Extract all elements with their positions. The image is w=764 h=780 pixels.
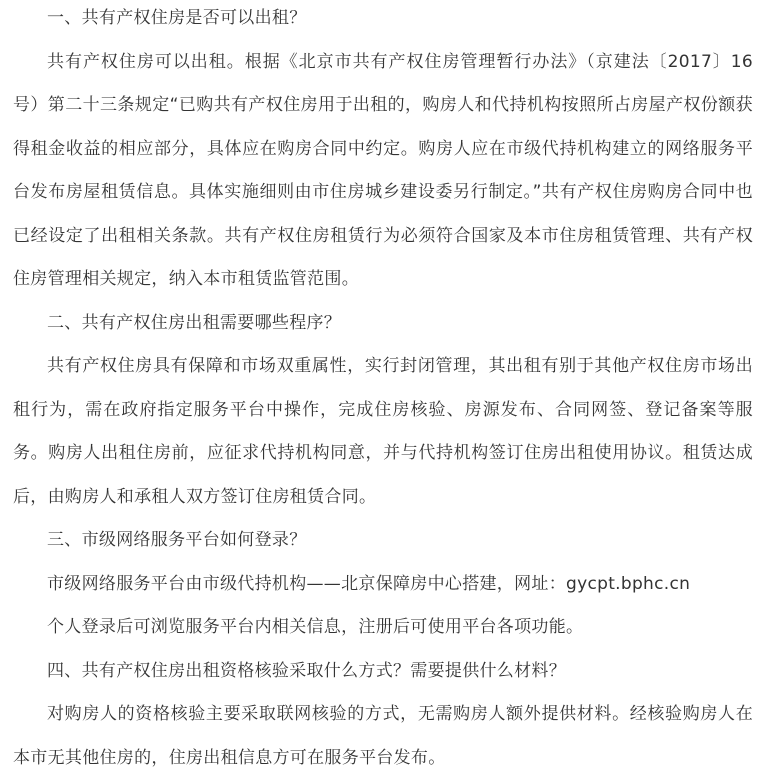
question-heading-2: 二、共有产权住房出租需要哪些程序？ [47,312,342,333]
answer-paragraph-3a: 市级网络服务平台由市级代持机构——北京保障房中心搭建，网址：gycpt.bphc.cn [47,573,691,594]
answer-paragraph-3b: 个人登录后可浏览服务平台内相关信息，注册后可使用平台各项功能。 [47,617,584,637]
question-heading-1: 一、共有产权住房是否可以出租？ [47,8,307,28]
answer-paragraph-4: 对购房人的资格核验主要采取联网核验的方式，无需购房人额外提供材料。经核验购房人在本市无其他住房的，住房出租信息方可在服务平台发布。 [13,704,753,768]
question-heading-3: 三、市级网络服务平台如何登录？ [47,530,307,550]
answer-paragraph-1: 共有产权住房可以出租。根据《北京市共有产权住房管理暂行办法》（京建法〔2017〕16号）第二十三条规定“已购共有产权住房用于出租的，购房人和代持机构按照所占房屋产权份额获得租金收益的相应部分，具体应在购房合同中约定。购房人应在市级代持机构建立的网络服务平台发布房屋租赁信息。具体实施细则由市住房城乡建设委另行制定。”共有产权住房购房合同中也已经设定了出租相关条款。共有产权住房租赁行为必须符合国家及本市住房租赁管理、共有产权住房管理相关规定，纳入本市租赁监管范围。 [13,51,753,289]
article-body [13,0,753,780]
question-heading-4: 四、共有产权住房出租资格核验采取什么方式？需要提供什么材料？ [47,660,566,681]
answer-paragraph-2: 共有产权住房具有保障和市场双重属性，实行封闭管理，其出租有别于其他产权住房市场出租行为，需在政府指定服务平台中操作，完成住房核验、房源发布、合同网签、登记备案等服务。购房人出租住房前，应征求代持机构同意，并与代持机构签订住房出租使用协议。租赁达成后，由购房人和承租人双方签订住房租赁合同。 [13,356,753,507]
